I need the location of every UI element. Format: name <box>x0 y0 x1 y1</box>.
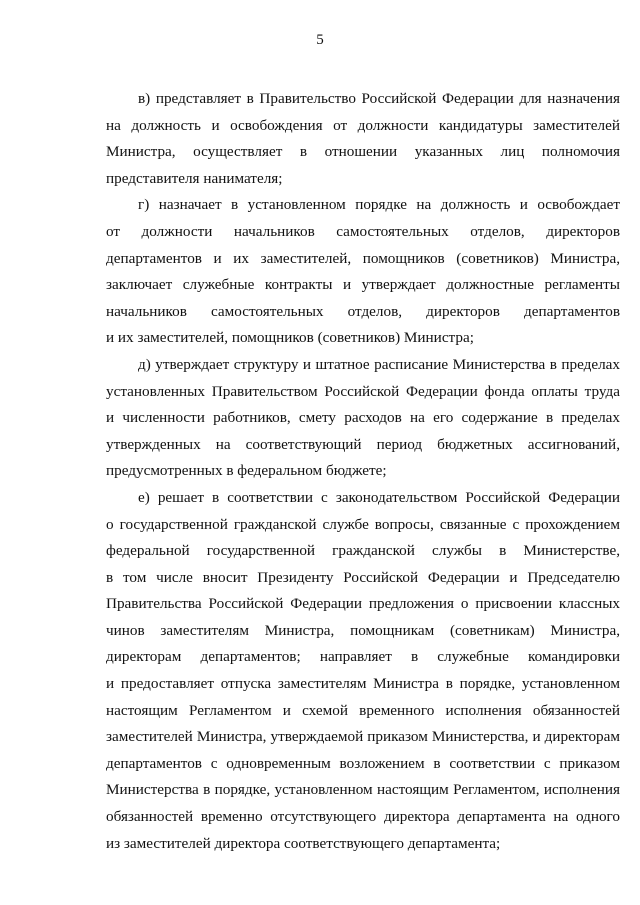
text-line: представителя нанимателя; <box>106 169 283 187</box>
text-line: обязанностей временно отсутствующего директора департамента на одного <box>106 808 620 826</box>
text-line: предусмотренных в федеральном бюджете; <box>106 462 387 480</box>
text-line: в том числе вносит Президенту Российской Федерации и Председателю <box>106 568 620 586</box>
paragraph-e <box>106 485 620 857</box>
text-line: департаментов и их заместителей, помощников (советников) Министра, <box>106 249 620 267</box>
text-line: департаментов с одновременным возложением в соответствии с приказом <box>106 754 620 772</box>
text-line: директорам департаментов; направляет в служебные командировки <box>106 648 620 666</box>
text-line: д) утверждает структуру и штатное расписание Министерства в пределах <box>138 355 620 373</box>
text-line: начальников самостоятельных отделов, директоров департаментов <box>106 302 620 320</box>
text-line: о государственной гражданской службе вопросы, связанные с прохождением <box>106 515 620 533</box>
text-line: заключает служебные контракты и утверждает должностные регламенты <box>106 276 620 294</box>
text-line: в) представляет в Правительство Российской Федерации для назначения <box>138 90 620 107</box>
paragraph-d <box>106 352 620 485</box>
text-line: Министра, осуществляет в отношении указанных лиц полномочия <box>106 143 620 161</box>
text-line: Правительства Российской Федерации предложения о присвоении классных <box>106 595 620 613</box>
text-line: настоящим Регламентом и схемой временного исполнения обязанностей <box>106 701 620 719</box>
text-line: чинов заместителям Министра, помощникам (советникам) Министра, <box>106 621 620 639</box>
text-line: утвержденных на соответствующий период бюджетных ассигнований, <box>106 435 620 453</box>
text-line: на должность и освобождения от должности кандидатуры заместителей <box>106 116 620 134</box>
page-number: 5 <box>316 32 324 48</box>
text-line: от должности начальников самостоятельных отделов, директоров <box>106 222 620 240</box>
text-line: г) назначает в установленном порядке на должность и освобождает <box>138 196 620 214</box>
paragraph-v <box>106 86 620 192</box>
text-line: заместителей Министра, утверждаемой приказом Министерства, и директорам <box>106 728 620 746</box>
document-body <box>106 86 620 857</box>
text-line: и численности работников, смету расходов на его содержание в пределах <box>106 409 620 427</box>
text-line: и их заместителей, помощников (советников) Министра; <box>106 329 474 347</box>
text-line: установленных Правительством Российской Федерации фонда оплаты труда <box>106 382 620 400</box>
text-line: е) решает в соответствии с законодательством Российской Федерации <box>138 488 620 506</box>
text-line: из заместителей директора соответствующего департамента; <box>106 834 501 852</box>
paragraph-g <box>106 192 620 352</box>
text-line: и предоставляет отпуска заместителям Министра в порядке, установленном <box>106 675 620 693</box>
text-line: федеральной государственной гражданской службы в Министерстве, <box>106 542 620 560</box>
text-line: Министерства в порядке, установленном настоящим Регламентом, исполнения <box>106 781 620 799</box>
